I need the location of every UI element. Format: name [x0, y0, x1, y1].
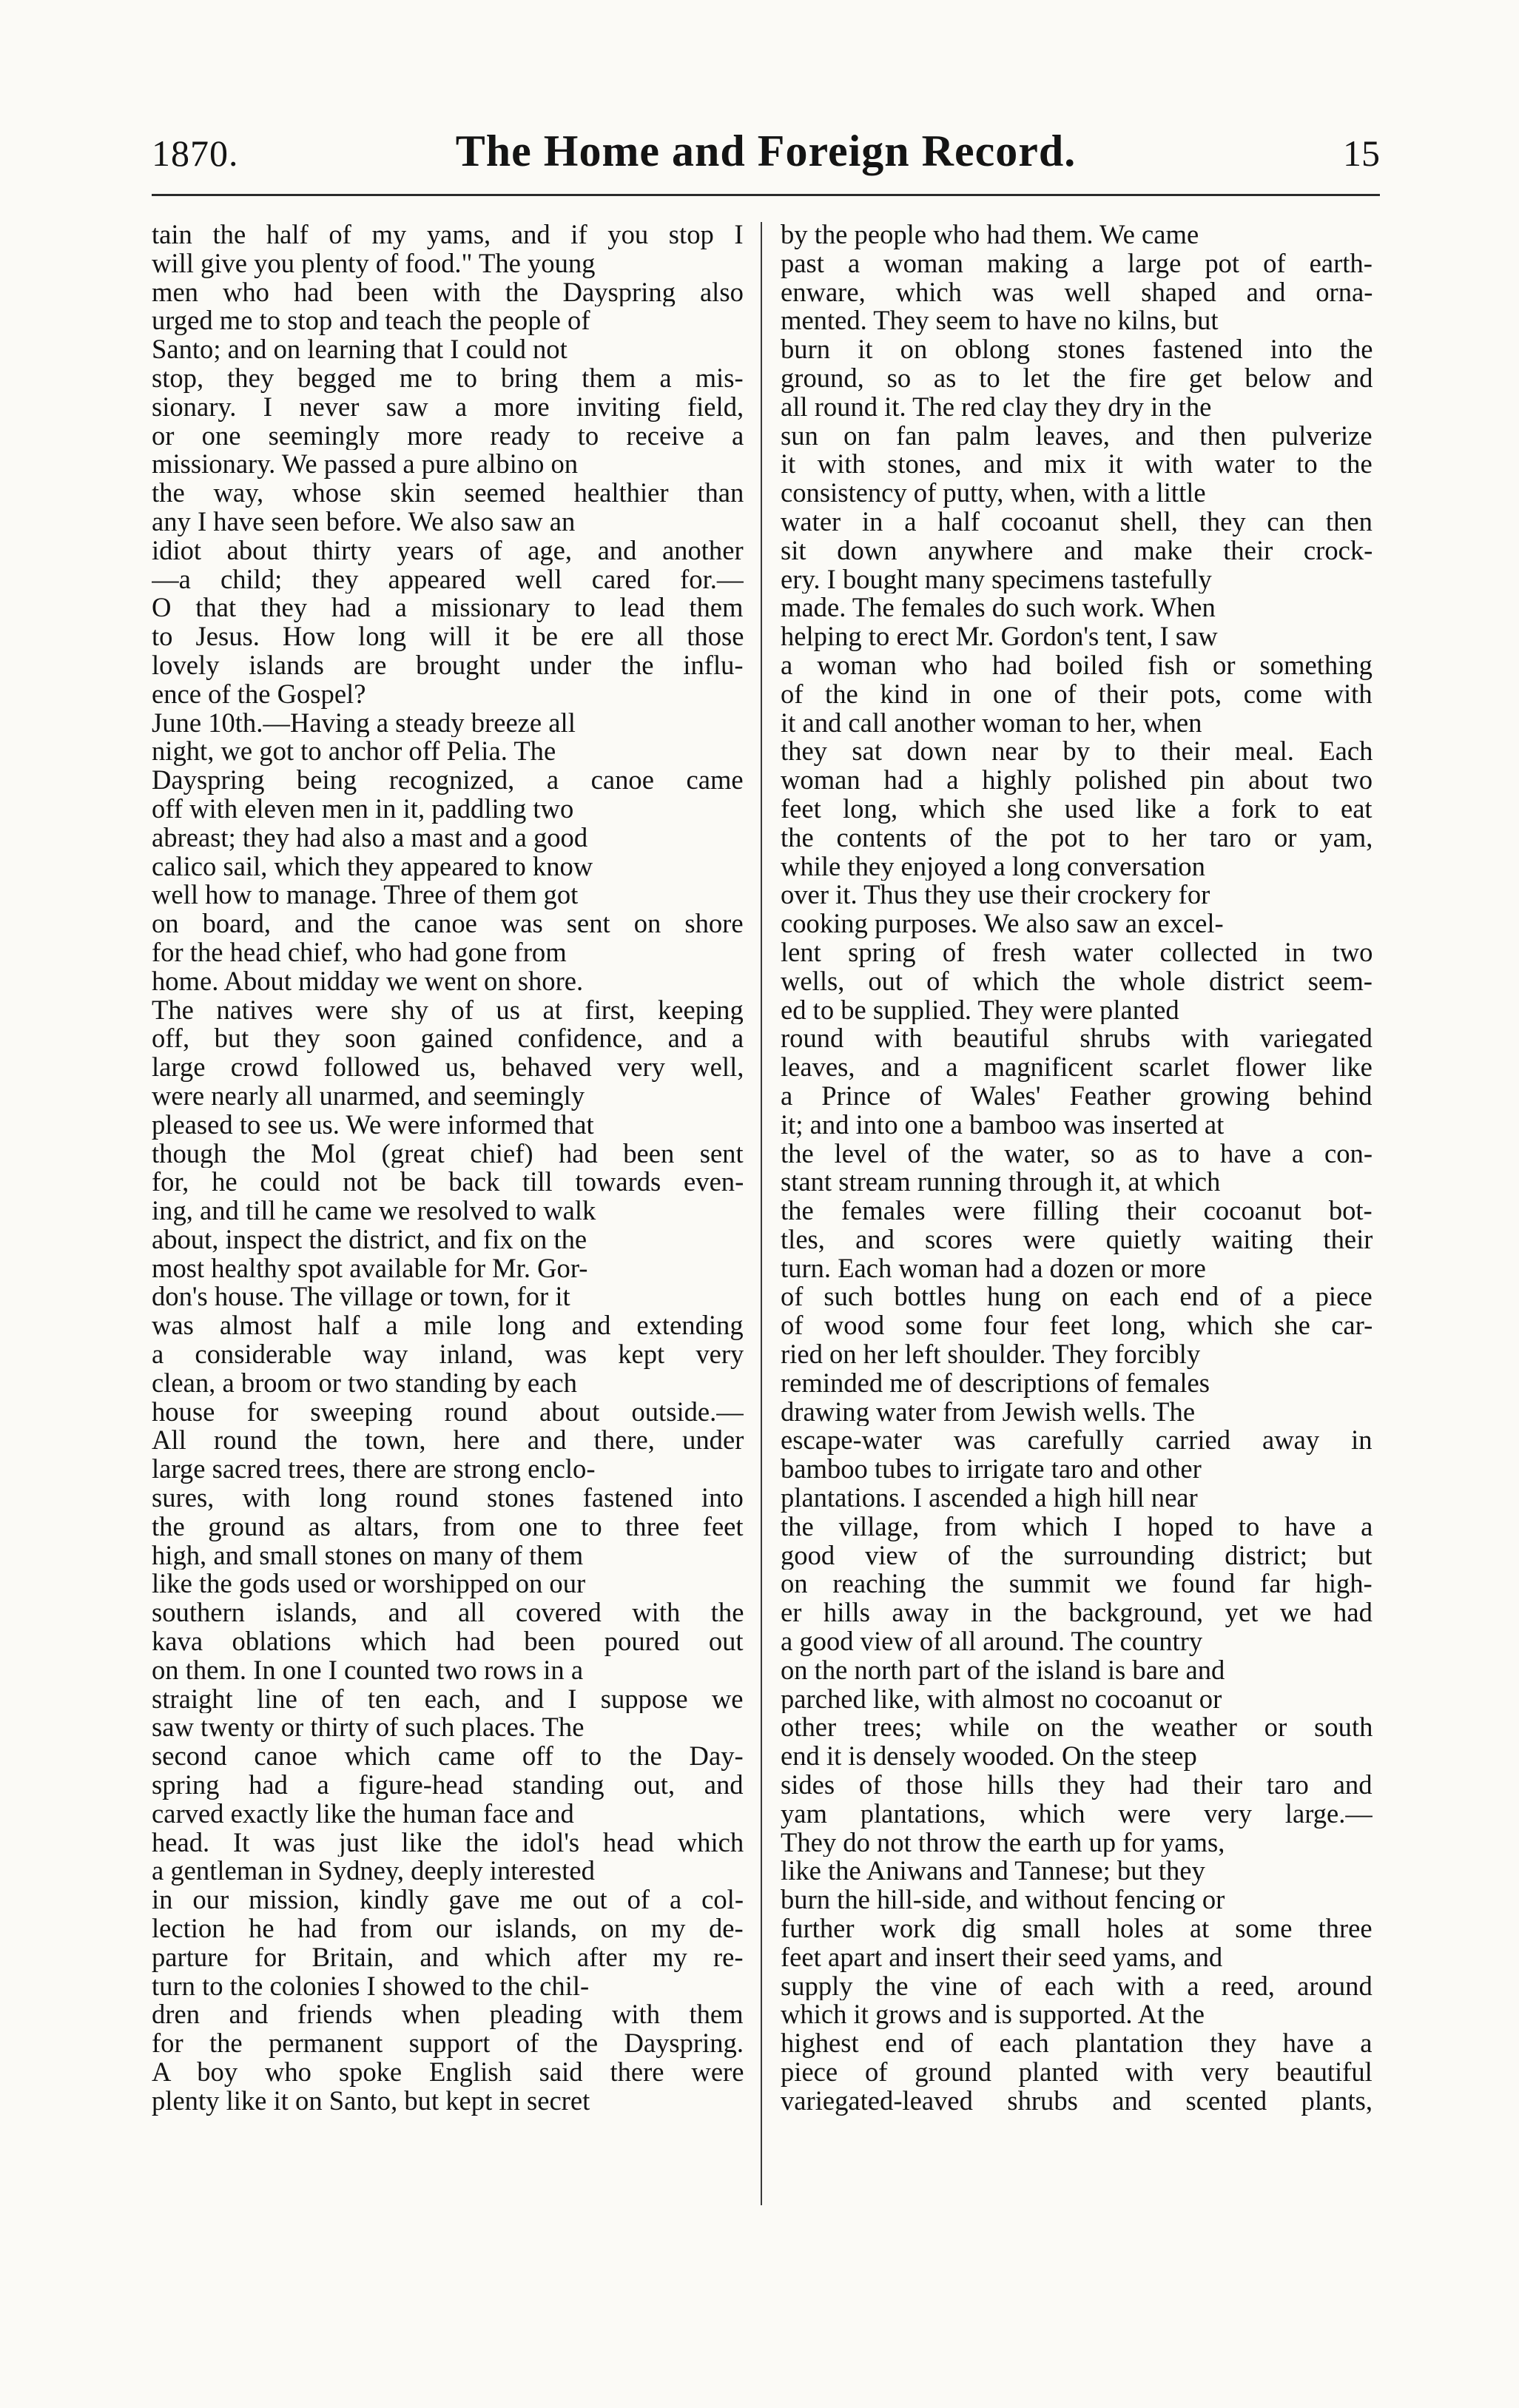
text-line: helping to erect Mr. Gordon's tent, I saw [781, 622, 1218, 651]
text-line: turn to the colonies I showed to the chil- [152, 1971, 590, 2001]
text-line: Santo; and on learning that I could not [152, 335, 567, 364]
left-column [152, 221, 744, 2116]
text-line: saw twenty or thirty of such places. The [152, 1713, 585, 1743]
text-line: pleased to see us. We were informed that [152, 1110, 594, 1140]
text-line: highest end of each plantation they have a [781, 2029, 1373, 2058]
text-line: the females were filling their cocoanut bot- [781, 1197, 1373, 1225]
text-line: for, he could not be back till towards even- [152, 1168, 744, 1197]
text-line: parched like, with almost no cocoanut or [781, 1684, 1222, 1714]
text-line: round with beautiful shrubs with variegated [781, 1024, 1373, 1054]
text-line: ground, so as to let the fire get below and [781, 363, 1373, 393]
text-line: off, but they soon gained confidence, and a [152, 1024, 744, 1054]
text-line: of the kind in one of their pots, come with [781, 679, 1373, 709]
text-line: variegated-leaved shrubs and scented plants, [781, 2086, 1373, 2116]
text-line: burn it on oblong stones fastened into the [781, 335, 1373, 364]
text-line: parture for Britain, and which after my re- [152, 1943, 744, 1972]
text-line: O that they had a missionary to lead them [152, 593, 744, 623]
text-line: head. It was just like the idol's head which [152, 1828, 744, 1857]
text-line: ed to be supplied. They were planted [781, 995, 1179, 1025]
text-line: piece of ground planted with very beautiful [781, 2058, 1373, 2087]
text-line: though the Mol (great chief) had been sent [152, 1139, 744, 1168]
text-line: clean, a broom or two standing by each [152, 1368, 577, 1398]
text-line: plantations. I ascended a high hill near [781, 1484, 1198, 1513]
text-line: sures, with long round stones fastened into [152, 1484, 744, 1513]
header-year: 1870. [152, 132, 239, 174]
text-line: June 10th.—Having a steady breeze all [152, 708, 576, 738]
text-line: will give you plenty of food." The young [152, 249, 596, 278]
text-line: on the north part of the island is bare and [781, 1655, 1225, 1685]
text-line: missionary. We passed a pure albino on [152, 450, 579, 480]
text-line: sides of those hills they had their taro and [781, 1771, 1373, 1800]
text-line: They do not throw the earth up for yams, [781, 1828, 1225, 1857]
text-line: all round it. The red clay they dry in the [781, 392, 1212, 422]
text-line: the way, whose skin seemed healthier than [152, 479, 744, 508]
text-line: of such bottles hung on each end of a piece [781, 1282, 1373, 1312]
text-line: a woman who had boiled fish or something [781, 650, 1373, 680]
text-line: off with eleven men in it, paddling two [152, 794, 574, 824]
column-divider [761, 222, 762, 2205]
text-line: made. The females do such work. When [781, 593, 1216, 623]
journal-title: The Home and Foreign Record. [455, 127, 1077, 175]
text-line: it; and into one a bamboo was inserted at [781, 1110, 1225, 1140]
text-line: of wood some four feet long, which she car- [781, 1311, 1373, 1341]
text-line: tles, and scores were quietly waiting their [781, 1225, 1373, 1254]
text-line: escape-water was carefully carried away in [781, 1426, 1373, 1456]
text-line: a gentleman in Sydney, deeply interested [152, 1857, 595, 1886]
text-line: idiot about thirty years of age, and another [152, 536, 744, 565]
text-line: it with stones, and mix it with water to the [781, 450, 1373, 480]
text-line: ery. I bought many specimens tastefully [781, 565, 1212, 594]
text-line: house for sweeping round about outside.— [152, 1397, 744, 1427]
text-line: cooking purposes. We also saw an excel- [781, 909, 1224, 938]
text-line: Dayspring being recognized, a canoe came [152, 766, 744, 795]
text-line: ried on her left shoulder. They forcibly [781, 1340, 1201, 1369]
text-line: consistency of putty, when, with a little [781, 479, 1206, 508]
text-line: mented. They seem to have no kilns, but [781, 306, 1219, 336]
text-line: southern islands, and all covered with the [152, 1598, 744, 1628]
text-line: large crowd followed us, behaved very well, [152, 1053, 744, 1082]
text-line: which it grows and is supported. At the [781, 2000, 1205, 2030]
text-line: feet long, which she used like a fork to eat [781, 794, 1373, 824]
text-line: for the permanent support of the Dayspring. [152, 2029, 744, 2058]
text-line: like the Aniwans and Tannese; but they [781, 1857, 1205, 1886]
text-line: carved exactly like the human face and [152, 1799, 574, 1829]
text-line: ing, and till he came we resolved to walk [152, 1197, 596, 1225]
text-line: further work dig small holes at some three [781, 1914, 1373, 1943]
right-column [781, 221, 1373, 2116]
text-line: on them. In one I counted two rows in a [152, 1655, 584, 1685]
text-line: on reaching the summit we found far high- [781, 1570, 1373, 1599]
text-line: woman had a highly polished pin about two [781, 766, 1373, 795]
text-line: past a woman making a large pot of earth- [781, 249, 1373, 278]
text-line: the level of the water, so as to have a con- [781, 1139, 1373, 1168]
text-line: calico sail, which they appeared to know [152, 852, 593, 881]
text-line: turn. Each woman had a dozen or more [781, 1254, 1206, 1283]
text-line: night, we got to anchor off Pelia. The [152, 737, 556, 767]
text-line: straight line of ten each, and I suppose we [152, 1684, 744, 1714]
text-line: a good view of all around. The country [781, 1627, 1203, 1656]
text-line: the ground as altars, from one to three feet [152, 1512, 744, 1541]
text-line: in our mission, kindly gave me out of a col- [152, 1886, 744, 1915]
text-line: feet apart and insert their seed yams, and [781, 1943, 1223, 1972]
text-line: was almost half a mile long and extending [152, 1311, 744, 1341]
text-line: good view of the surrounding district; but [781, 1541, 1373, 1570]
text-line: stop, they begged me to bring them a mis- [152, 363, 744, 393]
text-line: most healthy spot available for Mr. Gor- [152, 1254, 588, 1283]
text-line: kava oblations which had been poured out [152, 1627, 744, 1656]
text-line: on board, and the canoe was sent on shore [152, 909, 744, 938]
text-line: enware, which was well shaped and orna- [781, 278, 1373, 307]
text-line: for the head chief, who had gone from [152, 938, 567, 967]
text-line: dren and friends when pleading with them [152, 2000, 744, 2030]
running-header [152, 126, 1380, 192]
text-line: a Prince of Wales' Feather growing behind [781, 1081, 1373, 1111]
text-line: supply the vine of each with a reed, around [781, 1971, 1373, 2001]
text-line: sionary. I never saw a more inviting field, [152, 392, 744, 422]
text-line: any I have seen before. We also saw an [152, 507, 576, 537]
text-line: a considerable way inland, was kept very [152, 1340, 744, 1369]
text-line: lection he had from our islands, on my de- [152, 1914, 744, 1943]
text-line: The natives were shy of us at first, keeping [152, 995, 744, 1025]
text-line: drawing water from Jewish wells. The [781, 1397, 1196, 1427]
text-line: lent spring of fresh water collected in two [781, 938, 1373, 967]
text-line: tain the half of my yams, and if you stop I [152, 221, 744, 249]
text-line: to Jesus. How long will it be ere all those [152, 622, 744, 651]
text-line: water in a half cocoanut shell, they can then [781, 507, 1373, 537]
text-line: it and call another woman to her, when [781, 708, 1202, 738]
text-line: lovely islands are brought under the influ- [152, 650, 744, 680]
text-line: burn the hill-side, and without fencing or [781, 1886, 1225, 1915]
text-line: they sat down near by to their meal. Each [781, 737, 1373, 767]
text-line: er hills away in the background, yet we had [781, 1598, 1373, 1628]
text-line: end it is densely wooded. On the steep [781, 1742, 1197, 1772]
text-line: spring had a figure-head standing out, and [152, 1771, 744, 1800]
text-line: yam plantations, which were very large.— [781, 1799, 1373, 1829]
text-line: second canoe which came off to the Day- [152, 1742, 744, 1772]
header-rule [152, 194, 1380, 196]
text-line: reminded me of descriptions of females [781, 1368, 1210, 1398]
text-line: well how to manage. Three of them got [152, 881, 579, 910]
text-line: by the people who had them. We came [781, 221, 1199, 249]
text-line: large sacred trees, there are strong enclo- [152, 1455, 596, 1484]
text-line: home. About midday we went on shore. [152, 966, 584, 996]
text-line: All round the town, here and there, under [152, 1426, 744, 1456]
text-line: sit down anywhere and make their crock- [781, 536, 1373, 565]
text-line: men who had been with the Dayspring also [152, 278, 744, 307]
text-line: about, inspect the district, and fix on the [152, 1225, 587, 1254]
text-line: urged me to stop and teach the people of [152, 306, 590, 336]
text-line: abreast; they had also a mast and a good [152, 823, 588, 852]
text-line: A boy who spoke English said there were [152, 2058, 744, 2087]
text-line: over it. Thus they use their crockery for [781, 881, 1210, 910]
text-line: high, and small stones on many of them [152, 1541, 584, 1570]
text-line: ence of the Gospel? [152, 679, 366, 709]
text-line: don's house. The village or town, for it [152, 1282, 570, 1312]
text-line: like the gods used or worshipped on our [152, 1570, 586, 1599]
page-number: 15 [1343, 132, 1380, 174]
text-line: plenty like it on Santo, but kept in secret [152, 2086, 590, 2116]
text-line: leaves, and a magnificent scarlet flower like [781, 1053, 1373, 1082]
text-line: while they enjoyed a long conversation [781, 852, 1205, 881]
text-line: or one seemingly more ready to receive a [152, 421, 744, 451]
text-line: the village, from which I hoped to have a [781, 1512, 1373, 1541]
text-line: were nearly all unarmed, and seemingly [152, 1081, 585, 1111]
text-line: sun on fan palm leaves, and then pulverize [781, 421, 1373, 451]
text-line: other trees; while on the weather or south [781, 1713, 1373, 1743]
text-line: bamboo tubes to irrigate taro and other [781, 1455, 1202, 1484]
text-line: the contents of the pot to her taro or yam, [781, 823, 1373, 852]
text-line: stant stream running through it, at which [781, 1168, 1221, 1197]
text-line: wells, out of which the whole district seem- [781, 966, 1373, 996]
text-line: —a child; they appeared well cared for.— [152, 565, 744, 594]
